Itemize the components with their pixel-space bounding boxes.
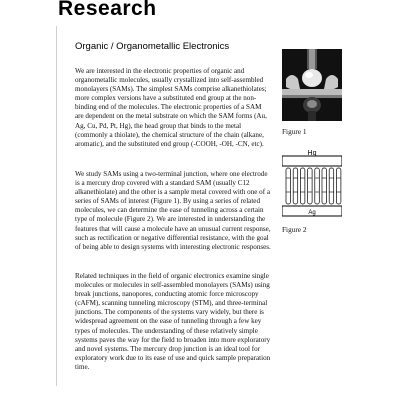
molecule-chain — [322, 168, 327, 204]
molecule-chain — [293, 168, 298, 204]
molecule-chain — [300, 168, 305, 204]
figure-2-caption: Figure 2 — [282, 225, 307, 234]
paragraph-2: We study SAMs using a two-terminal junction, where one electrode is a mercury drop covered with a standard SAM (usually C12 alkanethiolate) and the other is a sample metal covered with one of a series of SAMs of interest (Figure 1). By using a series of related molecules, we can determine the ease of tunneling across a certain type of molecule (Figure 2). We are interested in understanding the features that will cause a molecule have an unusual current response, such as rectification or negative differential resistance, with the goal of being able to design systems with interesting electronic responses. — [75, 170, 271, 251]
molecule-chain — [308, 168, 313, 204]
figure-1-caption: Figure 1 — [282, 127, 307, 136]
paragraph-1: We are interested in the electronic properties of organic and organometallic molecules, usually crystallized into self-assembled monolayers (SAMs). The simplest SAMs comprise alkanethiolates; more complex versions have a substituted end group at the non-binding end of the molecules. The electronic properties of a SAM are dependent on the metal substrate on which the SAM forms (Au, Ag, Cu, Pd, Pt, Hg), the head group that binds to the metal (commonly a thiolate), the chemical structure of the chain (alkane, aromatic), and the substituted end group (-COOH, -OH, -CN, etc). — [75, 67, 267, 148]
molecule-chain — [315, 168, 320, 204]
molecule-chain — [336, 168, 341, 204]
figure-2-ag-label: Ag — [308, 210, 316, 216]
molecule-chain — [329, 168, 334, 204]
figure-1-image — [282, 49, 342, 121]
figure-2-diagram — [282, 148, 342, 220]
figure-2-hg-label: Hg — [307, 150, 317, 157]
molecule-chain — [286, 168, 291, 204]
page-heading: Research — [58, 0, 157, 20]
paragraph-3: Related techniques in the field of organic electronics examine single molecules or molecules in self-assembled monolayers (SAMs) using break junctions, nanopores, conducting atomic force microscopy (cAFM), scanning tunneling microscopy (STM), and three-terminal junctions. The components of the systems vary widely, but there is widespread agreement on the ease of tunneling through a few key types of molecules. The understanding of these relatively simple systems paves the way for the field to broaden into more exploratory and novel systems. The mercury drop junction is an ideal tool for exploratory work due to its ease of use and quick sample preparation time. — [75, 272, 271, 371]
section-title: Organic / Organometallic Electronics — [75, 41, 230, 52]
